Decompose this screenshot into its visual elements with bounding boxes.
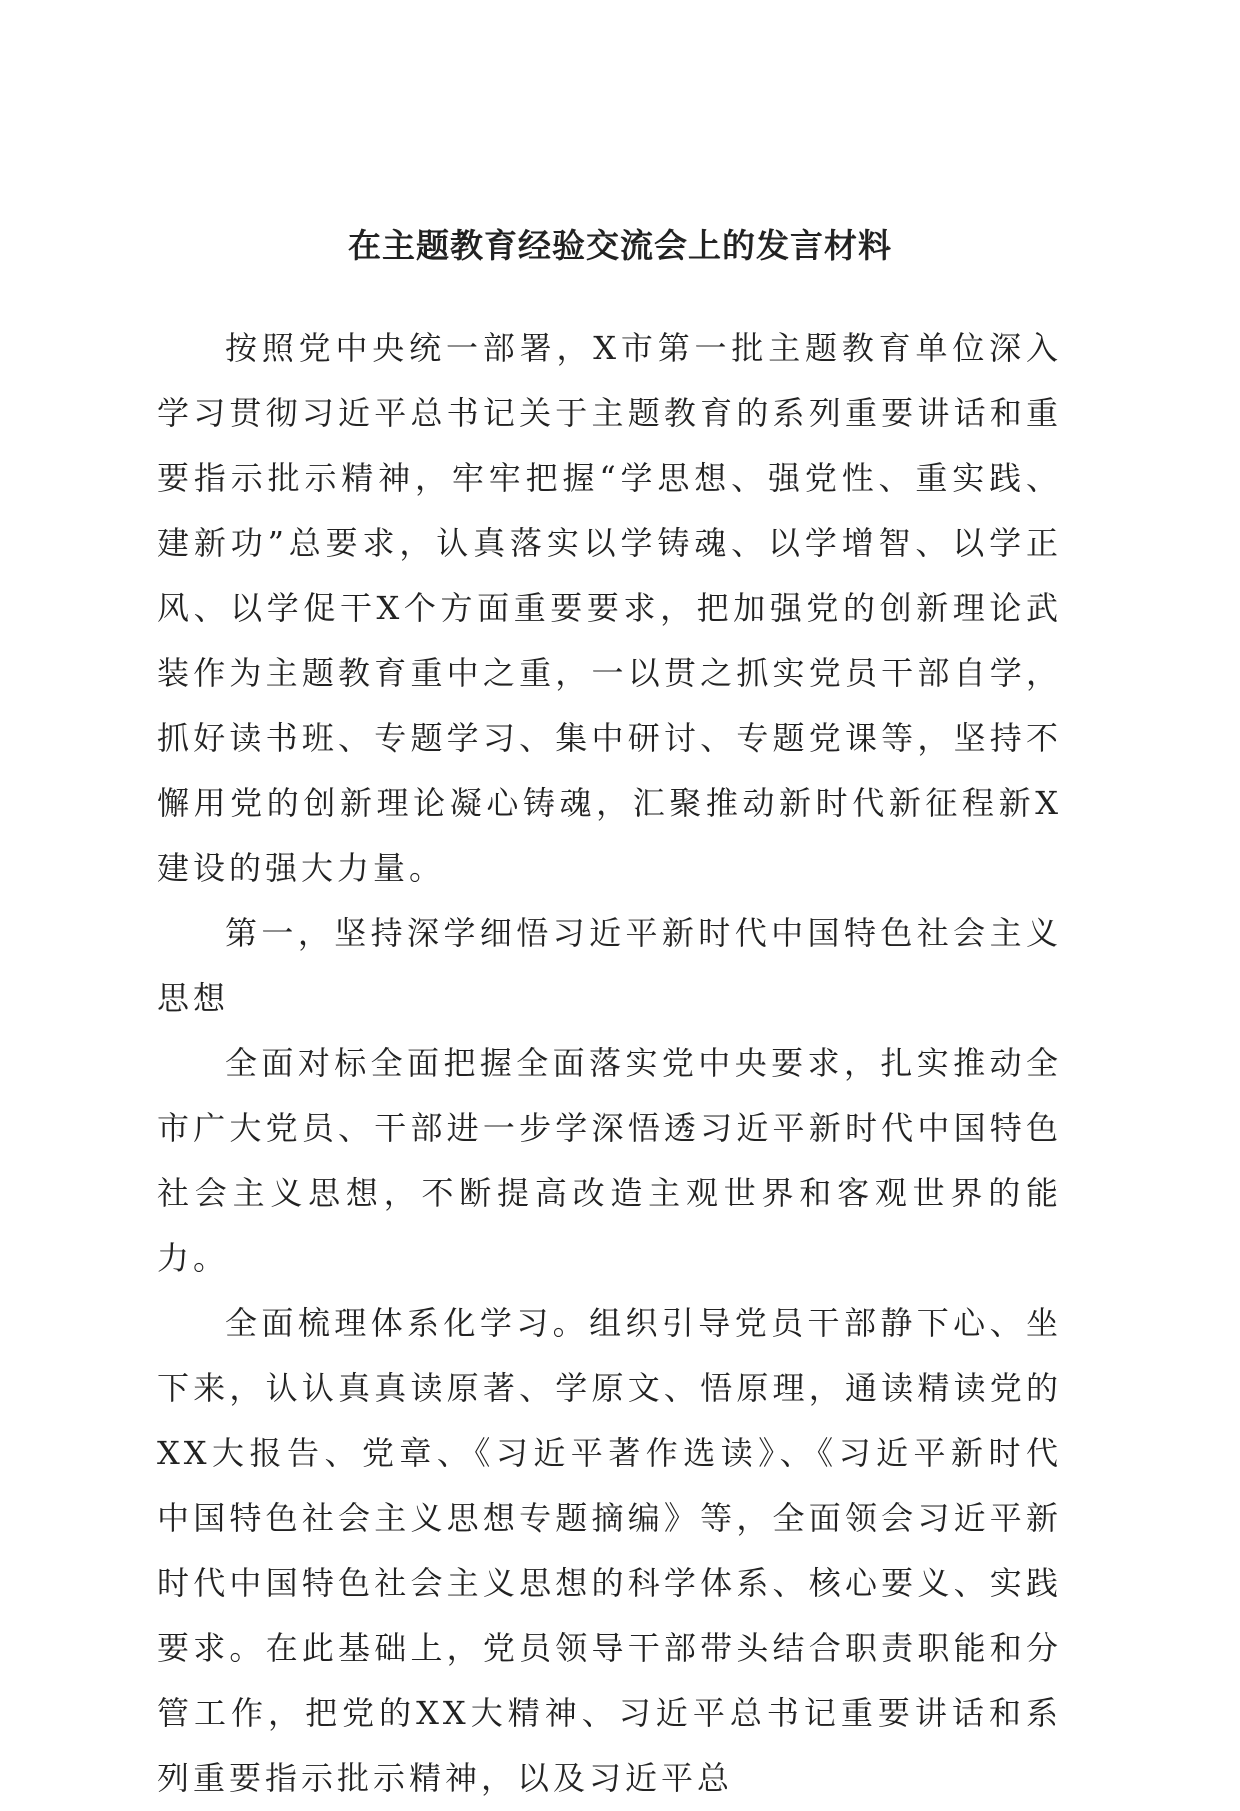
paragraph-intro: 按照党中央统一部署，X市第一批主题教育单位深入学习贯彻习近平总书记关于主题教育的系列重要讲话和重要指示批示精神，牢牢把握“学思想、强党性、重实践、建新功”总要求，认真落实以学铸魂、以学增智、以学正风、以学促干X个方面重要要求，把加强党的创新理论武装作为主题教育重中之重，一以贯之抓实党员干部自学，抓好读书班、专题学习、集中研讨、专题党课等，坚持不懈用党的创新理论凝心铸魂，汇聚推动新时代新征程新X建设的强大力量。 xyxy=(157,329,1062,887)
paragraph-systematic-study: 全面梳理体系化学习。组织引导党员干部静下心、坐下来，认认真真读原著、学原文、悟原理，通读精读党的XX大报告、党章、《习近平著作选读》、《习近平新时代中国特色社会主义思想专题摘编》等，全面领会习近平新时代中国特色社会主义思想的科学体系、核心要义、实践要求。在此基础上，党员领导干部带头结合职责职能和分管工作，把党的XX大精神、习近平总书记重要讲话和系列重要指示批示精神，以及习近平总 xyxy=(157,1304,1062,1797)
document-title: 在主题教育经验交流会上的发言材料 xyxy=(348,226,892,265)
section-heading-1: 第一，坚持深学细悟习近平新时代中国特色社会主义思想 xyxy=(157,914,1062,1017)
document-body xyxy=(157,316,1062,1811)
paragraph-section-1-summary: 全面对标全面把握全面落实党中央要求，扎实推动全市广大党员、干部进一步学深悟透习近平新时代中国特色社会主义思想，不断提高改造主观世界和客观世界的能力。 xyxy=(157,1044,1062,1277)
